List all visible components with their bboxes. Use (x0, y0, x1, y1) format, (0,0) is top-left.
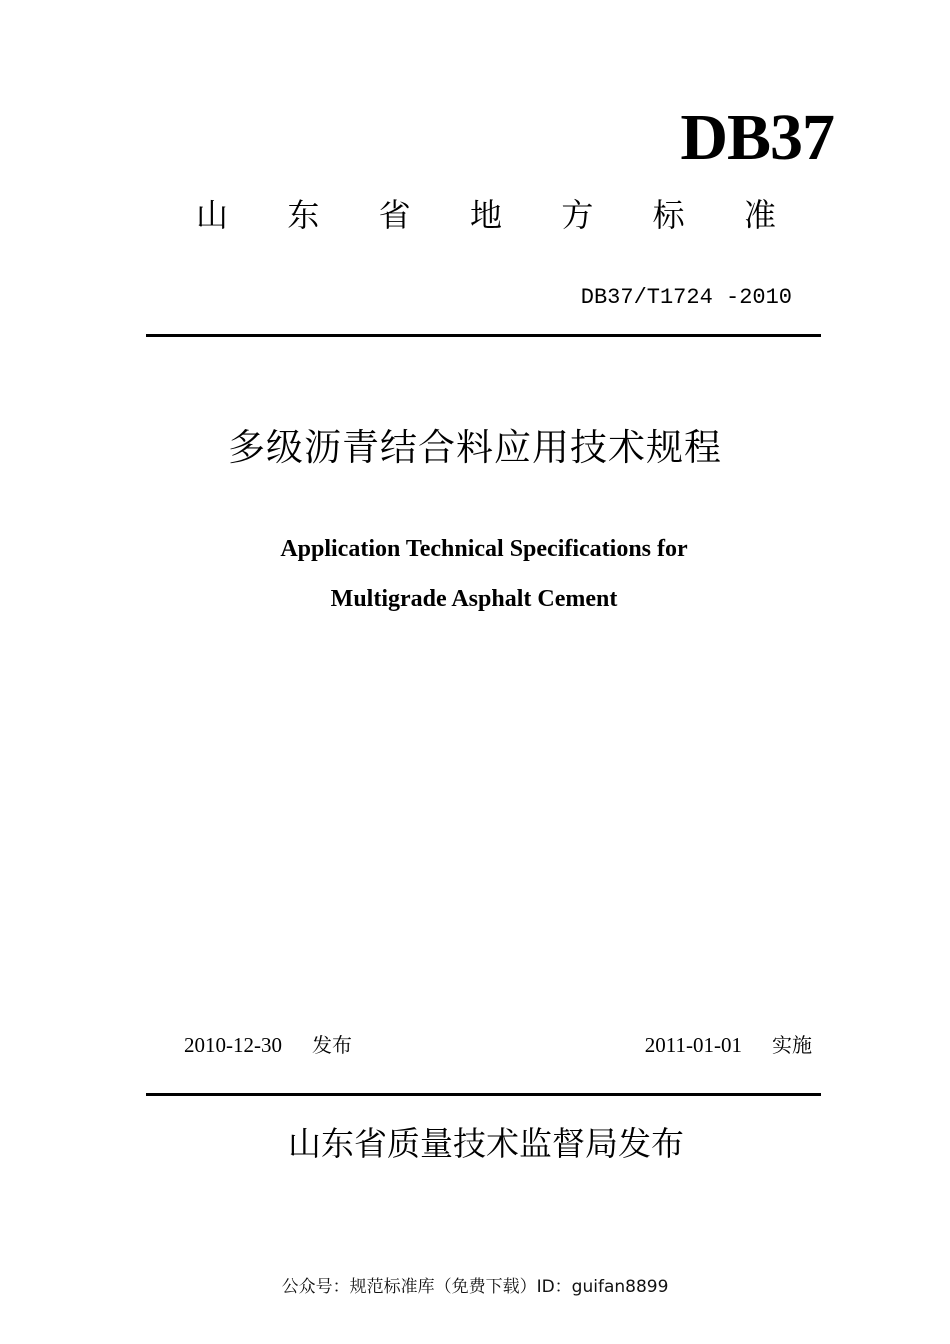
issue-info (184, 1030, 352, 1060)
standard-code: DB37 (680, 101, 834, 174)
implement-info (645, 1030, 812, 1060)
standard-type-char: 山 (196, 196, 229, 234)
standard-type-char: 省 (378, 196, 411, 234)
standard-number: DB37/T1724 -2010 (580, 285, 792, 310)
implement-label: 实施 (772, 1033, 812, 1057)
standard-type-char: 方 (561, 196, 594, 234)
standard-type-char: 东 (287, 196, 320, 234)
issue-date: 2010-12-30 (184, 1033, 282, 1057)
document-title-chinese: 多级沥青结合料应用技术规程 (228, 426, 722, 469)
document-title-english-line1: Application Technical Specifications for (280, 536, 688, 562)
standard-type-char: 准 (743, 196, 776, 234)
implement-date: 2011-01-01 (644, 1033, 742, 1057)
watermark-text: 公众号：规范标准库（免费下载）ID：guifan8899 (281, 1277, 669, 1297)
standard-type-char: 地 (469, 196, 502, 234)
standard-type-char: 标 (652, 196, 685, 234)
issue-label: 发布 (312, 1033, 352, 1057)
standard-type (196, 188, 776, 238)
publisher: 山东省质量技术监督局发布 (288, 1124, 684, 1163)
bottom-divider (146, 1093, 821, 1096)
top-divider (146, 334, 821, 337)
document-title-english-line2: Multigrade Asphalt Cement (330, 586, 618, 612)
